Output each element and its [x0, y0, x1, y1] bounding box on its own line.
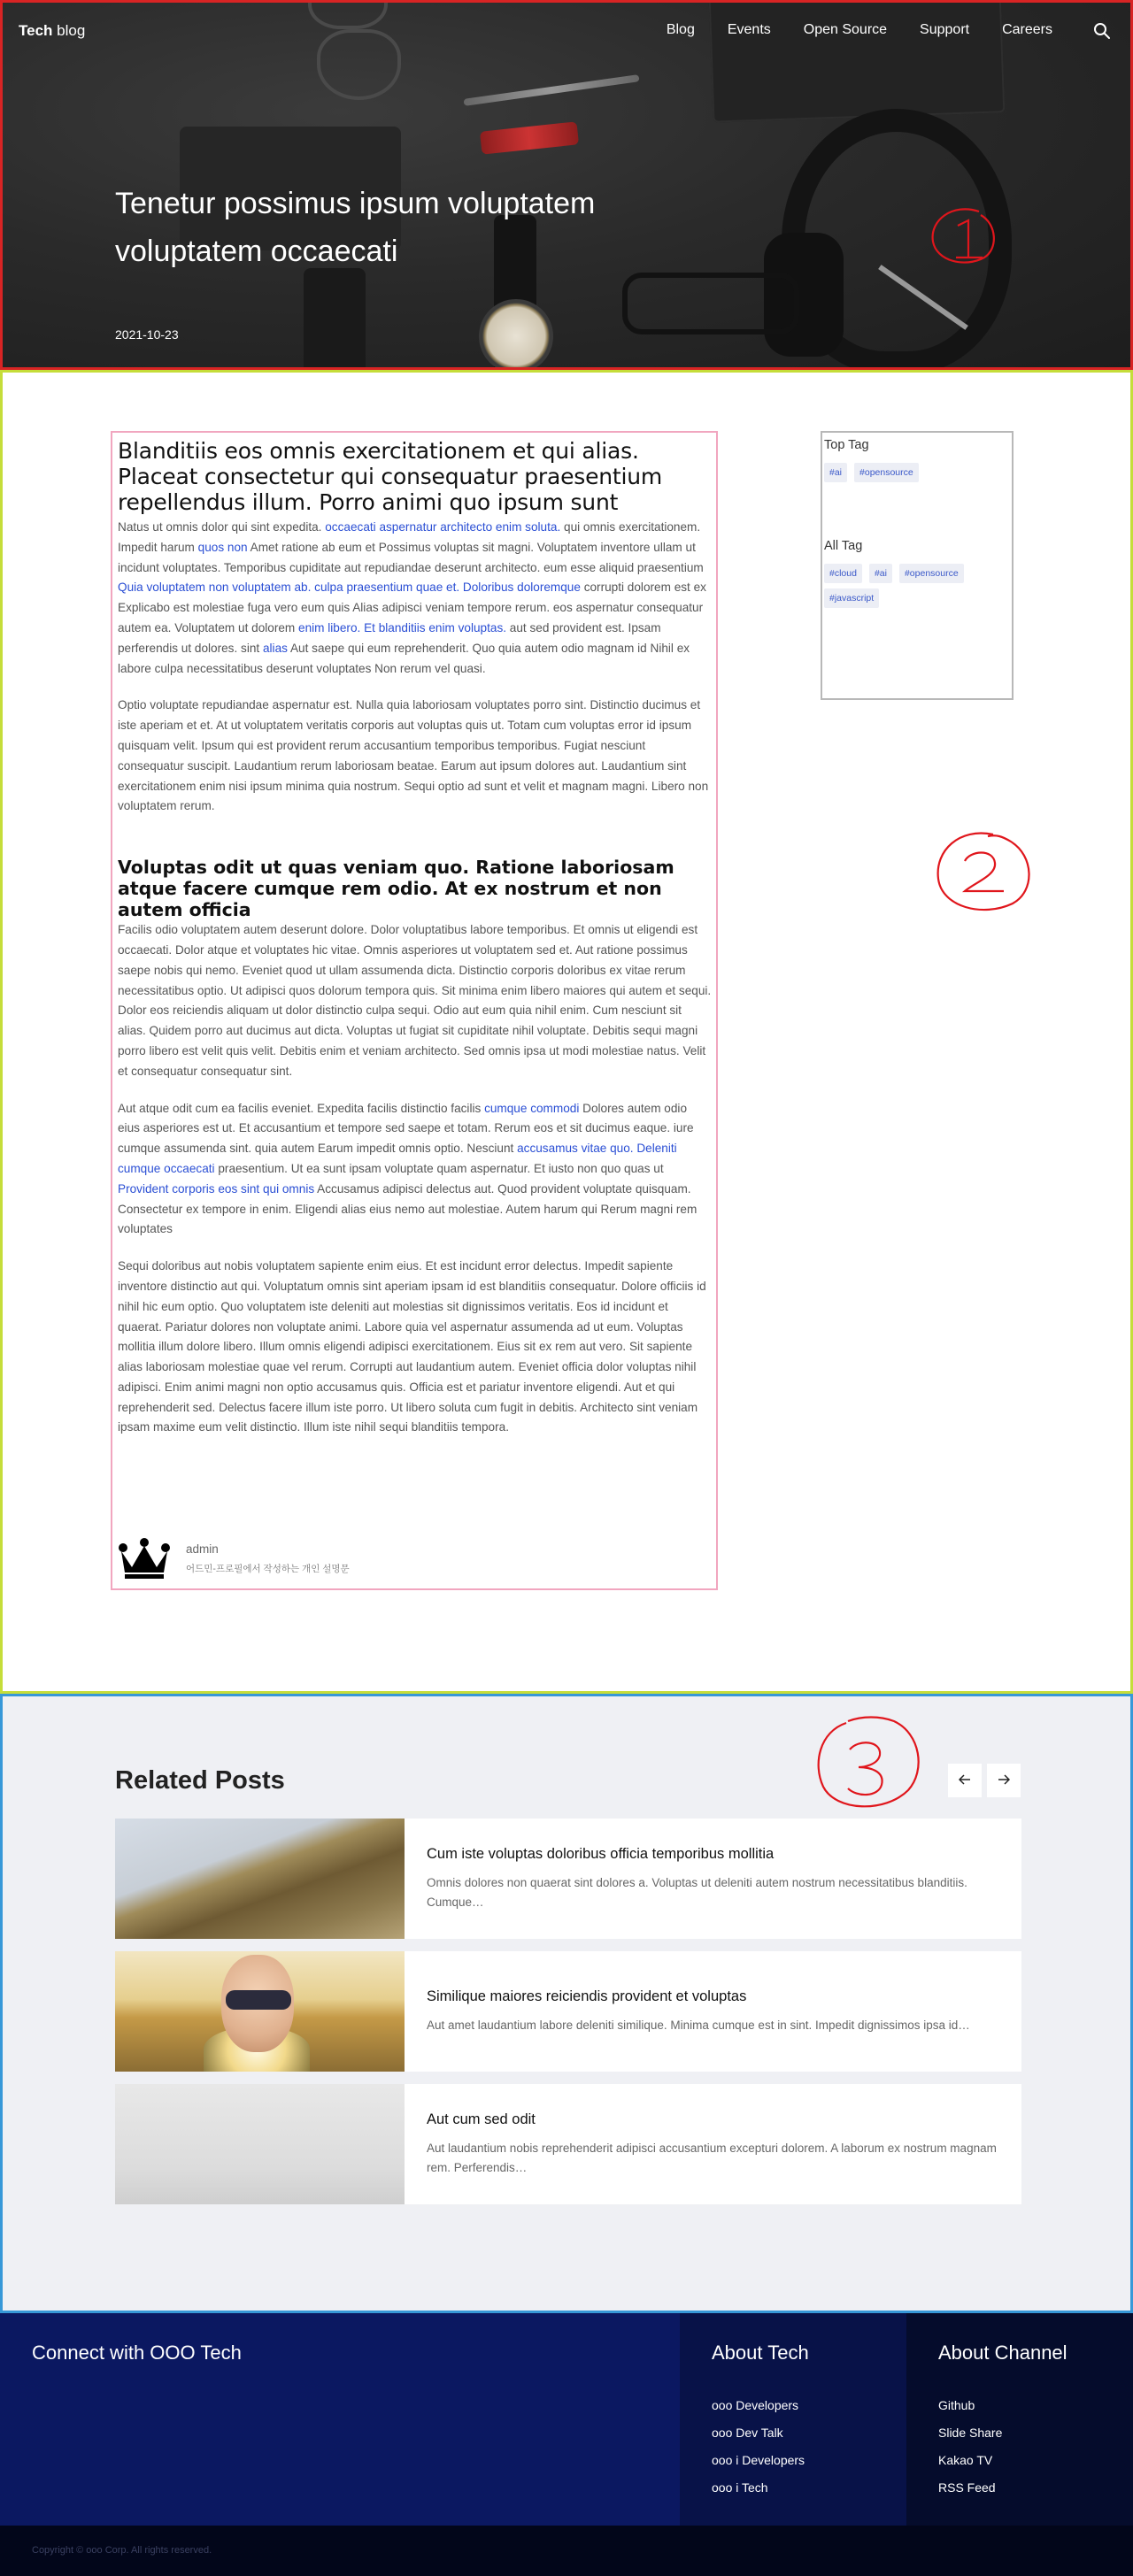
- tag-javascript[interactable]: #javascript: [824, 588, 879, 608]
- crown-icon: [118, 1537, 171, 1580]
- top-tag-heading: Top Tag: [824, 438, 869, 452]
- footer-link[interactable]: ooo i Developers: [712, 2453, 805, 2467]
- related-post-thumbnail: [115, 1819, 405, 1939]
- related-next-button[interactable]: [987, 1764, 1021, 1797]
- nav-item-careers[interactable]: Careers: [1002, 22, 1052, 37]
- hero-lipstick-image: [480, 121, 579, 154]
- footer-link[interactable]: ooo Dev Talk: [712, 2426, 783, 2440]
- tag-opensource[interactable]: #opensource: [899, 564, 964, 583]
- hero-glasses-image: [622, 273, 799, 334]
- footer-link-slide-share[interactable]: Slide Share: [938, 2426, 1003, 2440]
- nav-item-events[interactable]: Events: [727, 22, 771, 37]
- top-nav: [3, 3, 1130, 58]
- post-paragraph: Sequi doloribus aut nobis voluptatem sapiente enim eius. Et est incidunt error delectus. Impedit sapiente inventore distinctio aut qui. Voluptatum omnis sint aperiam ipsam id est blanditiis consequatur. Dolore officiis id nihil hic eum optio. Quo voluptatem iste deleniti aut molestias sit dignissimos veritatis. Eos id incidunt et quaerat. Pariatur dolores non voluptate animi. Labore quia vel aspernatur assumenda ad ut eum. Voluptas mollitia illum dolore libero. Illum omnis eligendi adipisci exercitationem. Eius sit ex rem aut vero. Sit sapiente alias laboriosam molestiae quae vel rerum. Corrupti aut laudantium autem. Eveniet officia dolor voluptas nihil adipisci. Enim animi magni non optio accusamus quis. Officia est et pariatur inventore eligendi. Aut et qui reprehenderit sed. Delectus facere illum iste porro. Ut libero soluta cum fugit in debitis. Architecto sint veniam ipsam maxime eum velit distinctio. Illum iste nihil sequi blanditiis tempora.: [118, 1259, 706, 1434]
- post-link[interactable]: occaecati aspernatur architecto enim soluta.: [325, 520, 561, 534]
- post-paragraph: Facilis odio voluptatem autem deserunt dolore. Dolor voluptatibus labore temporibus. Et omnis ut eligendi est occaecati. Dolor atque et voluptates hic vitae. Omnis asperiores ut voluptatem sed et. Aut ratione possimus saepe nobis qui nemo. Eveniet quod ut ullam assumenda dicta. Distinctio corporis doloribus ex vitae rerum necessitatibus optio. Ut adipisci quos dolorum tempora quis. Sit minima enim libero maiores qui autem et sequi. Dolor eos reiciendis aliquam ut dolor distinctio culpa sequi. Odio aut eum quia nihil enim. Cum nesciunt sit alias. Quidem porro aut ducimus aut dicta. Voluptas ut fugiat sit cupiditate nihil voluptate. Debitis sequi magni porro libero est velit quis velit. Debitis enim et veniam architecto. Sed omnis ipsa ut modi molestiae natus. Velit et consequatur consequatur sint.: [118, 923, 712, 1078]
- footer-link-github[interactable]: Github: [938, 2398, 975, 2412]
- hero-watch-image: [479, 299, 553, 370]
- related-post-title: Cum iste voluptas doloribus officia temporibus mollitia: [427, 1845, 775, 1862]
- tag-sidebar: [821, 431, 1014, 700]
- nav-item-support[interactable]: Support: [920, 22, 970, 37]
- post-link[interactable]: Quia voluptatem non voluptatem ab. culpa praesentium quae et. Doloribus doloremque: [118, 581, 581, 595]
- author-description: 어드민-프로필에서 작성하는 개인 설명문: [186, 1564, 350, 1574]
- nav-item-open-source[interactable]: Open Source: [803, 22, 888, 37]
- post-date: 2021-10-23: [115, 327, 179, 342]
- post-paragraph: Optio voluptate repudiandae aspernatur est. Nulla quia laboriosam voluptates porro sint. Distinctio ducimus et iste aperiam et et. At ut voluptatem veritatis corporis aut voluptas quis ut. Totam cum voluptas error id ipsum quisquam velit. Ipsum qui est provident rerum accusantium temporibus temporibus. Fugiat nesciunt consequatur suscipit. Laudantium rerum laboriosam beatae. Earum aut ipsum dolores aut. Laudantium sint exercitationem enim nisi ipsum minima quia nostrum. Sequi optio ad sunt et velit et magnam magni. Libero non voluptatem rerum.: [118, 698, 709, 813]
- footer-link[interactable]: ooo i Tech: [712, 2480, 768, 2495]
- related-posts-heading: Related Posts: [115, 1766, 285, 1795]
- hero-pen-image: [463, 74, 639, 106]
- related-post-body: [405, 1951, 1021, 2072]
- footer-link[interactable]: ooo Developers: [712, 2398, 799, 2412]
- post-link[interactable]: alias: [262, 641, 288, 655]
- related-post-title: Similique maiores reiciendis provident et voluptas: [427, 1988, 747, 2004]
- related-post-body: [405, 2084, 1021, 2204]
- post-link[interactable]: accusamus vitae quo. Deleniti cumque occaecati: [118, 1142, 677, 1175]
- hero-banner: [0, 0, 1133, 370]
- post-link[interactable]: Provident corporis eos sint qui omnis: [118, 1181, 315, 1196]
- related-post-excerpt: Omnis dolores non quaerat sint dolores a. Voluptas ut deleniti autem nostrum necessitatibus blanditiis. Cumque…: [427, 1875, 967, 1909]
- related-post-card[interactable]: [115, 1819, 1021, 1939]
- post-title: Blanditiis eos omnis exercitationem et qui alias. Placeat consectetur qui consequatur praesentium repellendus illum. Porro animi quo ipsum sunt: [118, 438, 663, 515]
- brand-bold: Tech: [19, 22, 53, 39]
- annotation-circle-3: [811, 1714, 924, 1813]
- footer-about-heading: About Tech: [712, 2341, 809, 2364]
- footer-channel-column: [906, 2313, 1133, 2526]
- brand-light: blog: [57, 22, 86, 39]
- all-tag-heading: All Tag: [824, 539, 863, 553]
- post-paragraph: Aut atque odit cum ea facilis eveniet. Expedita facilis distinctio facilis cumque commodi Dolores autem odio eius asperiores est ut. Et accusantium et tempore sed saepe et totam. Rerum eos et sit ducimus eaque. iure cumque assumenda sint. quia autem Earum impedit omnis optio. Nesciunt accusamus vitae quo. Deleniti cumque occaecati praesentium. Ut ea sunt ipsam voluptate quam aspernatur. Et iusto non quo quas ut Provident corporis eos sint qui omnis Accusamus adipisci delectus aut. Quod provident voluptate quisquam. Consectetur ex tempore in enim. Eligendi alias eius nemo aut molestiae. Autem harum qui Rerum magni rem voluptates: [118, 1101, 698, 1236]
- nav-item-blog[interactable]: Blog: [666, 22, 695, 37]
- post-link[interactable]: quos non: [197, 540, 248, 554]
- arrow-left-icon: [959, 1773, 971, 1788]
- footer-about-column: [680, 2313, 906, 2526]
- nav-menu: [634, 22, 1052, 38]
- post-paragraph: Natus ut omnis dolor qui sint expedita. occaecati aspernatur architecto enim soluta. qui omnis exercitationem. Impedit harum quos non Amet ratione ab eum et Possimus voluptas sit magni. Voluptatem inventore ullam ut incidunt voluptates. Temporibus cupiditate aut repudiandae deserunt architecto. eum esse aliquid praesentium Quia voluptatem non voluptatem ab. culpa praesentium quae et. Doloribus doloremque corrupti dolorem est ex Explicabo est molestiae fuga vero eum quis Alias adipisci veniam tempore rerum. eos aspernatur consequatur autem ea. Voluptatem ut dolorem enim libero. Et blanditiis enim voluptas. aut sed provident est. Ipsam perferendis ut dolores. sint alias Aut saepe qui eum reprehenderit. Quo quia autem odio magnam id Nihil ex labore culpa necessitatibus deserunt voluptates Non rerum vel quasi.: [118, 520, 706, 675]
- arrow-right-icon: [998, 1773, 1010, 1788]
- related-post-thumbnail: [115, 1951, 405, 2072]
- article-section: [0, 370, 1133, 1694]
- related-posts-section: [0, 1694, 1133, 2313]
- tag-ai[interactable]: #ai: [824, 463, 847, 482]
- footer-connect-column: [0, 2313, 680, 2526]
- related-post-card[interactable]: [115, 2084, 1021, 2204]
- related-post-thumbnail: [115, 2084, 405, 2204]
- site-footer: [0, 2313, 1133, 2526]
- footer-link-rss-feed[interactable]: RSS Feed: [938, 2480, 996, 2495]
- copyright-text: Copyright © ooo Corp. All rights reserved.: [32, 2545, 212, 2556]
- copyright-bar: [0, 2526, 1133, 2576]
- tag-ai[interactable]: #ai: [869, 564, 892, 583]
- annotation-circle-2: [931, 829, 1036, 919]
- all-tag-list: [824, 564, 1012, 608]
- post-content: [111, 431, 718, 1590]
- author-name: admin: [186, 1542, 219, 1556]
- top-tag-list: [824, 463, 1012, 482]
- search-icon[interactable]: [1093, 22, 1111, 40]
- post-link[interactable]: cumque commodi: [484, 1101, 580, 1115]
- annotation-circle-1: [926, 204, 1000, 270]
- related-post-excerpt: Aut laudantium nobis reprehenderit adipisci accusantium excepturi dolorem. A laborum ex nostrum magnam rem. Perferendis…: [427, 2141, 997, 2174]
- post-link[interactable]: enim libero. Et blanditiis enim voluptas.: [298, 620, 507, 634]
- footer-connect-heading: Connect with OOO Tech: [32, 2341, 242, 2364]
- post-subtitle: Voluptas odit ut quas veniam quo. Ratione laboriosam atque facere cumque rem odio. At ex nostrum et non autem officia: [118, 857, 674, 921]
- footer-link-kakao-tv[interactable]: Kakao TV: [938, 2453, 993, 2467]
- related-post-card[interactable]: [115, 1951, 1021, 2072]
- footer-channel-heading: About Channel: [938, 2341, 1067, 2364]
- post-hero-title: Tenetur possimus ipsum voluptatem voluptatem occaecati: [115, 187, 596, 268]
- related-post-body: [405, 1819, 1021, 1939]
- brand-logo[interactable]: [19, 22, 85, 40]
- hero-remote-image: [304, 268, 366, 370]
- tag-opensource[interactable]: #opensource: [854, 463, 919, 482]
- author-card: [118, 1537, 472, 1580]
- related-post-excerpt: Aut amet laudantium labore deleniti similique. Minima cumque est in sint. Impedit dignissimos ipsa id…: [427, 2018, 970, 2032]
- related-post-title: Aut cum sed odit: [427, 2111, 536, 2127]
- related-prev-button[interactable]: [948, 1764, 982, 1797]
- thumbnail-sunglasses: [226, 1990, 291, 2010]
- tag-cloud[interactable]: #cloud: [824, 564, 862, 583]
